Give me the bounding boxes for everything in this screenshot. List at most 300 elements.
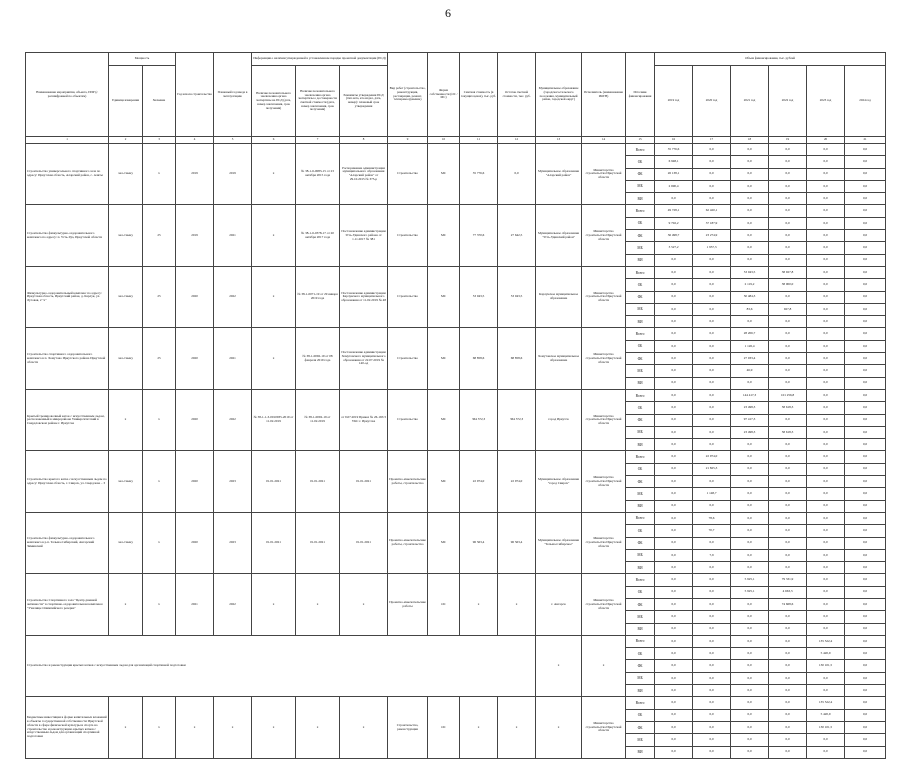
psd-conclusion: х xyxy=(252,328,296,389)
funding-value: 0,0 xyxy=(693,193,731,205)
funding-value: 0,0 xyxy=(807,598,845,610)
funding-value: 0,0 xyxy=(807,254,845,266)
funding-value: 0,0 xyxy=(731,648,769,660)
funding-value: 0,0 xyxy=(807,365,845,377)
funding-value: 0,0 xyxy=(655,328,693,340)
funding-value: 0,0 xyxy=(807,279,845,291)
funding-value: 0,0 xyxy=(769,648,807,660)
ownership: МС xyxy=(428,205,460,266)
construction-start: 2020 xyxy=(176,512,214,573)
estimate-conclusion: х xyxy=(296,697,340,758)
funding-value: 0,0 xyxy=(693,586,731,598)
funding-value: 0,0 xyxy=(845,512,886,524)
funding-source: МБ xyxy=(626,180,655,192)
remaining-cost: 53 043,5 xyxy=(498,266,536,327)
column-number: 15 xyxy=(626,137,655,144)
funding-value: 0,0 xyxy=(655,451,693,463)
funding-value: 0,0 xyxy=(807,685,845,697)
funding-value: 0,0 xyxy=(845,230,886,242)
funding-value: 0,0 xyxy=(807,353,845,365)
object-name: Крытый тренировочный каток с искусственным льдом, расположенный в микрорайоне Университетский в Свердловском районе г. Иркутска xyxy=(26,389,109,450)
funding-value: 0,0 xyxy=(693,598,731,610)
funding-source: МБ xyxy=(626,734,655,746)
funding-source: ВИ xyxy=(626,254,655,266)
funding-value: 0,0 xyxy=(655,562,693,574)
capacity-value: 25 xyxy=(143,328,176,389)
estimated-cost: 22 974,0 xyxy=(460,451,498,512)
funding-value: 0,0 xyxy=(655,303,693,315)
funding-value: 0,0 xyxy=(769,316,807,328)
funding-value: 0,0 xyxy=(731,660,769,672)
header-executor: Исполнитель (наименование ИОГВ) xyxy=(582,53,626,137)
funding-value: 0,0 xyxy=(655,512,693,524)
funding-value: 0,0 xyxy=(769,476,807,488)
funding-source: МБ xyxy=(626,611,655,623)
column-number: 6 xyxy=(252,137,296,144)
capacity-unit: чел./смену xyxy=(109,205,143,266)
funding-source: ОБ xyxy=(626,156,655,168)
header-year: 2019 год xyxy=(655,66,693,137)
funding-value: 101 256,8 xyxy=(769,389,807,401)
funding-value: 0,0 xyxy=(731,525,769,537)
funding-value: 0,0 xyxy=(693,402,731,414)
funding-value: 0,0 xyxy=(655,463,693,475)
capacity-value: х xyxy=(143,451,176,512)
funding-source: ВИ xyxy=(626,746,655,758)
construction-start: 2021 xyxy=(176,574,214,635)
funding-value: 0,0 xyxy=(769,193,807,205)
funding-value: 0,0 xyxy=(769,697,807,709)
funding-value: 0,0 xyxy=(845,144,886,156)
funding-value: 0,0 xyxy=(731,734,769,746)
funding-value: 0,0 xyxy=(769,685,807,697)
funding-value: 130 101,5 xyxy=(807,660,845,672)
funding-value: 0,0 xyxy=(807,451,845,463)
header-work-type: Вид работ (строительство, реконструкция, реставрация, ремонт, техперевооружение) xyxy=(388,53,428,137)
funding-value: 0,0 xyxy=(769,709,807,721)
funding-value: 58 618,3 xyxy=(769,402,807,414)
funding-source: Всего xyxy=(626,451,655,463)
executor: Министерство строительства Иркутской области xyxy=(582,451,626,512)
funding-value: 0,0 xyxy=(731,623,769,635)
funding-value: 0,0 xyxy=(693,426,731,438)
psd-conclusion: № 38-1-1-3-0010935-2019 от 11.02.2019 xyxy=(252,389,296,450)
capacity-unit: х xyxy=(109,389,143,450)
capacity-value: х xyxy=(143,697,176,758)
funding-value: 0,0 xyxy=(731,685,769,697)
funding-value: 0,0 xyxy=(845,451,886,463)
funding-value: 0,0 xyxy=(769,242,807,254)
funding-value: 0,0 xyxy=(845,291,886,303)
work-type: Строительство xyxy=(388,389,428,450)
remaining-cost: 68 858,6 xyxy=(498,328,536,389)
funding-value: 0,0 xyxy=(769,672,807,684)
funding-value: 0,0 xyxy=(769,746,807,758)
funding-source: Всего xyxy=(626,266,655,278)
executor: Министерство строительства Иркутской области xyxy=(582,512,626,573)
funding-value: 0,0 xyxy=(845,377,886,389)
object-name: Строительство крытого катка с искусственным льдом по адресу: Иркутская область, г. Свирск, ул. Свердлова – 3 xyxy=(26,451,109,512)
work-type: Строительство xyxy=(388,205,428,266)
object-name: Строительство Спортивного зала "Центр дневной активности" в спортивно-оздоровительном комплексе "Училище Олимпийского резерва" xyxy=(26,574,109,635)
funding-value: 0,0 xyxy=(655,476,693,488)
header-year: 2020 год xyxy=(693,66,731,137)
funding-value: 0,0 xyxy=(769,549,807,561)
estimated-cost: 96 563,4 xyxy=(460,512,498,573)
funding-value: 5 420,9 xyxy=(807,709,845,721)
header-approval-details: Реквизиты утверждения ПСД (тип акта, кто издал, дата, номер)/ плановый срок утверждения xyxy=(340,66,388,137)
table-body xyxy=(26,144,886,759)
ownership: МС xyxy=(428,451,460,512)
funding-value: 0,0 xyxy=(807,525,845,537)
funding-value: 0,0 xyxy=(769,291,807,303)
estimate-conclusion: № 38-1-6-0378-17 от 20 октября 2017 года xyxy=(296,205,340,266)
header-unit: Единица измерения xyxy=(109,66,143,137)
funding-value: 0,0 xyxy=(693,685,731,697)
approval-details: Постановление администрации Карлукского муниципального образования от 11.02.2019 № 48 xyxy=(340,266,388,327)
funding-value: 0,0 xyxy=(655,193,693,205)
funding-value: 0,0 xyxy=(845,389,886,401)
funding-value: 0,0 xyxy=(807,746,845,758)
funding-value: 0,0 xyxy=(769,230,807,242)
approval-details: х xyxy=(340,574,388,635)
funding-value: 0,0 xyxy=(807,463,845,475)
funding-value: 0,0 xyxy=(845,586,886,598)
funding-value: 0,0 xyxy=(655,635,693,647)
funding-value: 0,0 xyxy=(693,635,731,647)
funding-value: 0,0 xyxy=(693,389,731,401)
municipality: Карлукское муниципальное образование xyxy=(536,266,582,327)
psd-conclusion: х xyxy=(252,266,296,327)
funding-value: 0,0 xyxy=(807,586,845,598)
commissioning-year: 2021 xyxy=(214,205,252,266)
funding-value: 0,0 xyxy=(807,734,845,746)
funding-source: ФБ xyxy=(626,168,655,180)
municipality: г. Ангарск xyxy=(536,574,582,635)
estimated-cost: 68 858,6 xyxy=(460,328,498,389)
funding-value: 0,0 xyxy=(807,328,845,340)
section-name: Строительство и реконструкция крытых катков с искусственным льдом для организаций спортивной подготовки xyxy=(26,635,536,696)
column-number: 16 xyxy=(655,137,693,144)
funding-value: 0,0 xyxy=(769,180,807,192)
funding-value: 0,0 xyxy=(769,340,807,352)
funding-value: 78,6 xyxy=(693,512,731,524)
funding-value: 0,0 xyxy=(769,439,807,451)
funding-value: 1 126,4 xyxy=(731,340,769,352)
funding-value: 0,0 xyxy=(731,598,769,610)
funding-value: 0,0 xyxy=(731,697,769,709)
funding-source: ВИ xyxy=(626,193,655,205)
funding-source: ФБ xyxy=(626,537,655,549)
funding-value: 0,0 xyxy=(693,721,731,733)
investment-table xyxy=(25,52,886,759)
funding-value: 0,0 xyxy=(807,500,845,512)
funding-value: 0,0 xyxy=(693,660,731,672)
funding-value: 0,0 xyxy=(731,193,769,205)
header-municipality: Муниципальное образование (городского/сельского поселения, муниципальный район, городской округ) xyxy=(536,53,582,137)
funding-value: 5 925,1 xyxy=(731,586,769,598)
commissioning-year: х xyxy=(214,697,252,758)
funding-value: 0,0 xyxy=(693,328,731,340)
funding-source: Всего xyxy=(626,389,655,401)
header-name: Наименование мероприятия, объекта, ППР (с расшифровкой по объектам) xyxy=(26,53,109,137)
funding-value: 0,0 xyxy=(807,549,845,561)
header-planned-commissioning: Плановый год ввода в эксплуатацию xyxy=(214,53,252,137)
table-row xyxy=(26,697,886,709)
funding-value: 0,0 xyxy=(731,316,769,328)
funding-value: 0,0 xyxy=(655,672,693,684)
column-number: 3 xyxy=(143,137,176,144)
funding-value: 0,0 xyxy=(693,156,731,168)
funding-value: 0,0 xyxy=(693,303,731,315)
column-number: 19 xyxy=(769,137,807,144)
funding-value: 0,0 xyxy=(769,254,807,266)
funding-value: 0,0 xyxy=(655,648,693,660)
construction-start: 2019 xyxy=(176,205,214,266)
funding-value: 0,0 xyxy=(655,549,693,561)
funding-value: 0,0 xyxy=(845,402,886,414)
capacity-value: х xyxy=(143,512,176,573)
funding-value: 0,0 xyxy=(807,537,845,549)
funding-value: 144 417,3 xyxy=(731,389,769,401)
funding-source: МБ xyxy=(626,242,655,254)
funding-value: 0,0 xyxy=(655,537,693,549)
funding-value: 38 000,0 xyxy=(769,279,807,291)
funding-value: 0,0 xyxy=(845,623,886,635)
funding-value: 58 618,3 xyxy=(769,426,807,438)
funding-value: 0,0 xyxy=(731,168,769,180)
ownership: МС xyxy=(428,328,460,389)
funding-value: 0,0 xyxy=(693,144,731,156)
funding-value: 0,0 xyxy=(693,746,731,758)
capacity-value: х xyxy=(143,144,176,205)
table-row xyxy=(26,574,886,586)
funding-value: 0,0 xyxy=(731,451,769,463)
commissioning-year: 2021 xyxy=(214,328,252,389)
approval-details: Постановление администрации Хомутовского муниципального образования от 22.07.2019 № 140-од xyxy=(340,328,388,389)
construction-start: 2020 xyxy=(176,328,214,389)
column-number: 5 xyxy=(214,137,252,144)
executor: Министерство строительства Иркутской области xyxy=(582,144,626,205)
funding-value: 0,0 xyxy=(655,623,693,635)
funding-value: 4 663,3 xyxy=(769,586,807,598)
funding-value: 0,0 xyxy=(693,180,731,192)
funding-value: 0,0 xyxy=(655,353,693,365)
funding-value: 49 728,1 xyxy=(655,205,693,217)
header-psd-info: Информация о наличии утвержденной в установленном порядке проектной документации (ПСД) xyxy=(252,53,388,66)
funding-value: 0,0 xyxy=(731,217,769,229)
funding-source: ОБ xyxy=(626,340,655,352)
funding-value: 0,0 xyxy=(693,291,731,303)
municipality: Хомутовское муниципальное образование xyxy=(536,328,582,389)
table-row xyxy=(26,266,886,278)
funding-value: 0,0 xyxy=(845,500,886,512)
funding-value: 0,0 xyxy=(731,611,769,623)
remaining-cost: 27 642,5 xyxy=(498,205,536,266)
header-capacity: Мощность xyxy=(109,53,176,66)
funding-value: 0,0 xyxy=(769,365,807,377)
funding-value: 0,0 xyxy=(769,144,807,156)
approval-details: 01.01.2021 xyxy=(340,512,388,573)
funding-value: 0,0 xyxy=(731,512,769,524)
funding-value: 0,0 xyxy=(731,635,769,647)
section-mark: х xyxy=(536,635,582,696)
funding-value: 0,0 xyxy=(807,217,845,229)
header-year: 2021 год xyxy=(731,66,769,137)
funding-value: 0,0 xyxy=(655,746,693,758)
object-name: Бюджетные инвестиции в форме капитальных вложений в объекты государственной собственности Иркутской области в сфере физической культуры и спорта на строительство и реконструкцию крытых катков с искусственным льдом для организаций спортивной подготовки xyxy=(26,697,109,758)
object-name: Физкультурно-оздоровительный комплекс по адресу: Иркутская область, Иркутский район, д. Карлук, ул. Луговая, 2 "а" xyxy=(26,266,109,327)
funding-value: 38 927,8 xyxy=(769,266,807,278)
funding-source: ОБ xyxy=(626,709,655,721)
funding-value: 0,0 xyxy=(807,242,845,254)
capacity-unit: чел./смену xyxy=(109,266,143,327)
ownership: ОС xyxy=(428,697,460,758)
funding-source: ОБ xyxy=(626,463,655,475)
funding-value: 50 484,3 xyxy=(731,291,769,303)
funding-value: 0,0 xyxy=(845,648,886,660)
commissioning-year: 2019 xyxy=(214,144,252,205)
construction-start: 2020 xyxy=(176,389,214,450)
funding-value: 0,0 xyxy=(845,463,886,475)
funding-value: 0,0 xyxy=(769,734,807,746)
funding-value: 0,0 xyxy=(807,574,845,586)
funding-value: 0,0 xyxy=(655,365,693,377)
table-row xyxy=(26,144,886,156)
funding-value: 0,0 xyxy=(693,697,731,709)
column-number: 2 xyxy=(109,137,143,144)
section-mark: х xyxy=(582,635,626,696)
remaining-cost: 364 372,3 xyxy=(498,389,536,450)
funding-value: 0,0 xyxy=(769,414,807,426)
page-number: 6 xyxy=(445,6,451,20)
funding-value: 0,0 xyxy=(731,500,769,512)
funding-value: 0,0 xyxy=(693,574,731,586)
column-number: 14 xyxy=(582,137,626,144)
funding-value: 1 148,7 xyxy=(693,488,731,500)
column-number: 11 xyxy=(460,137,498,144)
funding-value: 0,0 xyxy=(693,476,731,488)
funding-value: 5 420,9 xyxy=(807,648,845,660)
funding-value: 2 690,4 xyxy=(655,180,693,192)
funding-value: 83,6 xyxy=(731,303,769,315)
funding-source: ФБ xyxy=(626,353,655,365)
funding-value: 0,0 xyxy=(655,574,693,586)
funding-source: ОБ xyxy=(626,586,655,598)
capacity-value: х xyxy=(143,389,176,450)
commissioning-year: 2023 xyxy=(214,451,252,512)
header-remaining-cost: Остаток сметной стоимости, тыс. руб. xyxy=(498,53,536,137)
funding-source: Всего xyxy=(626,574,655,586)
psd-conclusion: х xyxy=(252,205,296,266)
work-type: Проектно-изыскательские работы xyxy=(388,574,428,635)
funding-value: 0,0 xyxy=(845,488,886,500)
table-row xyxy=(26,389,886,401)
funding-value: 0,0 xyxy=(731,439,769,451)
municipality: город Иркутск xyxy=(536,389,582,450)
funding-value: 0,0 xyxy=(845,426,886,438)
work-type: Проектно-изыскательские работы, строительство xyxy=(388,451,428,512)
funding-source: ФБ xyxy=(626,660,655,672)
funding-value: 0,0 xyxy=(769,500,807,512)
funding-value: 0,0 xyxy=(807,414,845,426)
funding-value: 0,0 xyxy=(731,537,769,549)
funding-value: 0,0 xyxy=(845,734,886,746)
funding-value: 0,0 xyxy=(845,697,886,709)
funding-value: 0,0 xyxy=(655,500,693,512)
estimate-conclusion: № 38-1-6-0083-15 от 23 октября 2015 года xyxy=(296,144,340,205)
funding-source: ВИ xyxy=(626,316,655,328)
object-name: Строительство универсального спортивного зала по адресу: Иркутская область, Аларский район, с. Аляты xyxy=(26,144,109,205)
capacity-unit: чел./смену xyxy=(109,144,143,205)
estimated-cost: х xyxy=(460,574,498,635)
funding-source: МБ xyxy=(626,426,655,438)
header-ownership: Форма собственности (ОС / МС) xyxy=(428,53,460,137)
estimated-cost: х xyxy=(460,697,498,758)
funding-value: 23 498,3 xyxy=(731,426,769,438)
object-name: Строительство спортивного оздоровительного комплекса в п. Хомутово Иркутского района Иркутской области xyxy=(26,328,109,389)
funding-value: 0,0 xyxy=(807,291,845,303)
funding-value: 0,0 xyxy=(731,463,769,475)
header-estimated-cost: Сметная стоимость (в текущих ценах), тыс. руб. xyxy=(460,53,498,137)
funding-value: 0,0 xyxy=(655,340,693,352)
funding-value: 0,0 xyxy=(655,254,693,266)
funding-value: 97 417,3 xyxy=(731,414,769,426)
capacity-unit: чел./смену xyxy=(109,451,143,512)
funding-value: 0,0 xyxy=(769,537,807,549)
funding-source: Всего xyxy=(626,697,655,709)
funding-value: 0,0 xyxy=(693,168,731,180)
funding-value: 70,7 xyxy=(693,525,731,537)
funding-value: 0,0 xyxy=(731,709,769,721)
funding-value: 0,0 xyxy=(655,291,693,303)
funding-value: 0,0 xyxy=(769,377,807,389)
psd-conclusion: х xyxy=(252,574,296,635)
funding-value: 0,0 xyxy=(769,488,807,500)
funding-value: 0,0 xyxy=(807,426,845,438)
funding-value: 0,0 xyxy=(769,205,807,217)
funding-value: 0,0 xyxy=(845,672,886,684)
funding-value: 0,0 xyxy=(693,734,731,746)
funding-source: ФБ xyxy=(626,414,655,426)
funding-source: ОБ xyxy=(626,648,655,660)
estimate-conclusion: 01.01.2021 xyxy=(296,451,340,512)
funding-value: 0,0 xyxy=(807,168,845,180)
estimated-cost: 77 370,6 xyxy=(460,205,498,266)
commissioning-year: 2022 xyxy=(214,266,252,327)
funding-value: 927,8 xyxy=(769,303,807,315)
funding-source: ВИ xyxy=(626,685,655,697)
funding-source: ВИ xyxy=(626,377,655,389)
funding-source: МБ xyxy=(626,365,655,377)
column-number: 1 xyxy=(26,137,109,144)
funding-value: 2 119,2 xyxy=(731,279,769,291)
funding-value: 0,0 xyxy=(693,414,731,426)
funding-value: 0,0 xyxy=(731,549,769,561)
capacity-value: 25 xyxy=(143,205,176,266)
funding-value: 0,0 xyxy=(845,414,886,426)
funding-value: 0,0 xyxy=(807,230,845,242)
funding-value: 0,0 xyxy=(845,365,886,377)
funding-value: 0,0 xyxy=(693,562,731,574)
psd-conclusion: 01.01.2021 xyxy=(252,512,296,573)
municipality: Муниципальное образование "город Свирск" xyxy=(536,451,582,512)
remaining-cost: 22 974,0 xyxy=(498,451,536,512)
funding-value: 0,0 xyxy=(655,697,693,709)
psd-conclusion: 01.01.2021 xyxy=(252,451,296,512)
funding-value: 0,0 xyxy=(845,685,886,697)
municipality: Муниципальное образование "Аларский район" xyxy=(536,144,582,205)
